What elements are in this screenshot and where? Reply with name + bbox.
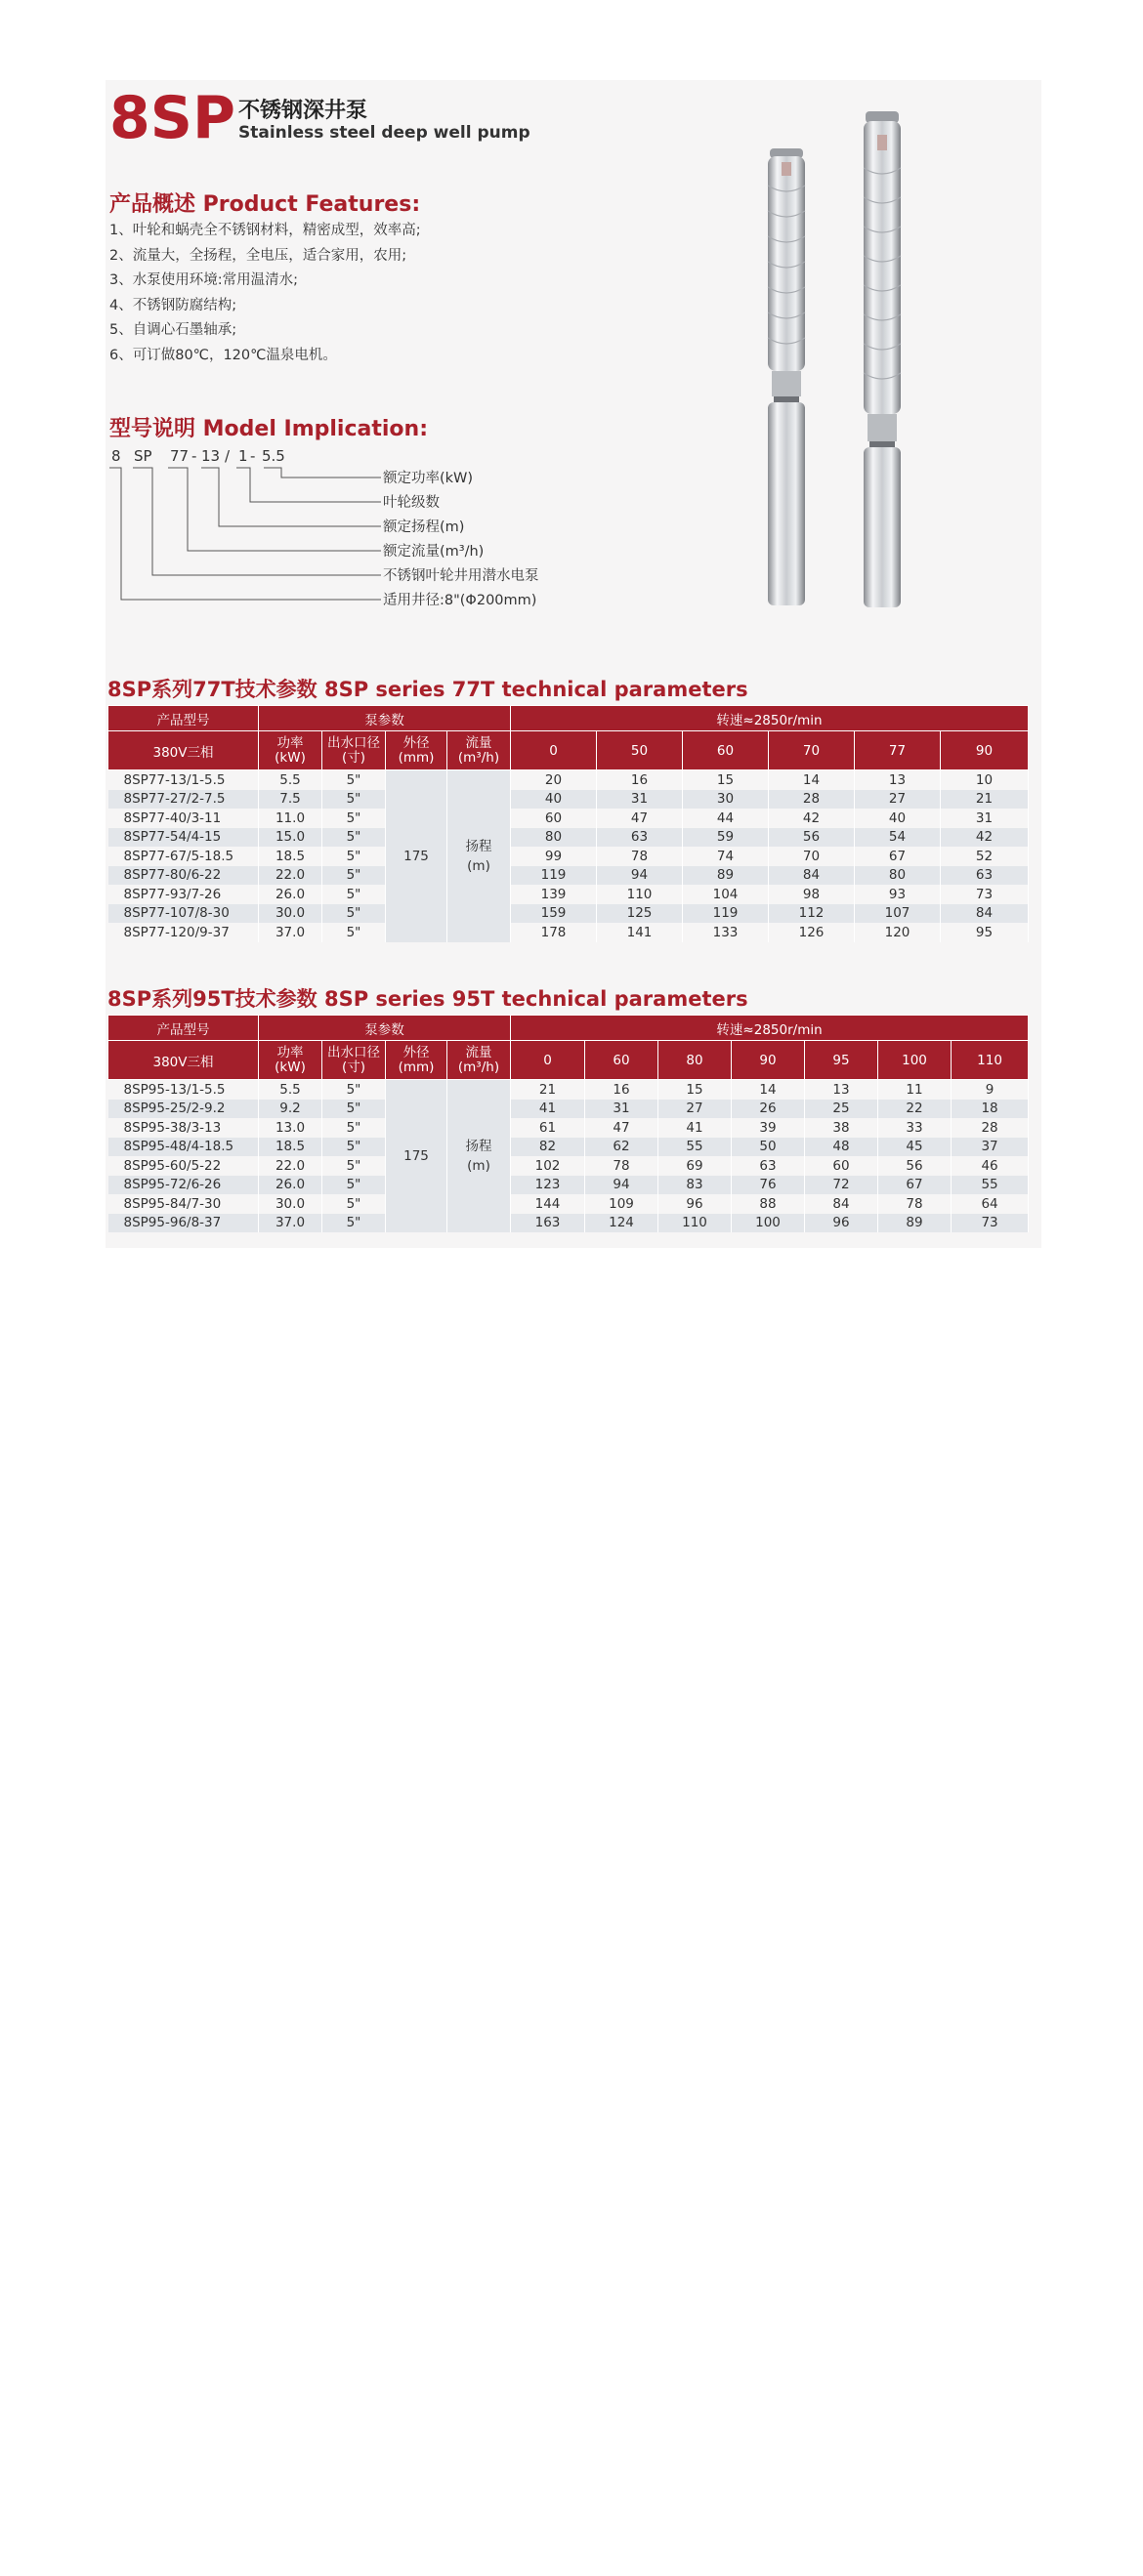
- table-row: [108, 770, 1029, 790]
- flow-value: 110: [952, 1041, 1029, 1080]
- head-value-cell: 109: [585, 1194, 658, 1214]
- power-cell: 7.5: [259, 790, 322, 810]
- head-value-cell: 73: [952, 1214, 1029, 1233]
- head-value-cell: 56: [769, 828, 855, 848]
- table-row: [108, 1156, 1029, 1176]
- head-value-cell: 13: [855, 770, 941, 790]
- head-value-cell: 33: [878, 1118, 952, 1138]
- head-value-cell: 21: [511, 1080, 585, 1100]
- head-value-cell: 139: [511, 885, 597, 904]
- model-cell: 8SP77-120/9-37: [108, 923, 259, 942]
- head-value-cell: 159: [511, 904, 597, 924]
- head-value-cell: 31: [597, 790, 683, 810]
- header-phase: 380V三相: [108, 731, 259, 770]
- outlet-cell: 5": [322, 923, 386, 942]
- head-value-cell: 54: [855, 828, 941, 848]
- table77-title: 8SP系列77T技术参数 8SP series 77T technical parameters: [107, 678, 748, 701]
- head-value-cell: 60: [805, 1156, 878, 1176]
- model-desc-head: 额定扬程(m): [383, 519, 465, 535]
- header-flow: 流量 (m³/h): [447, 1041, 511, 1080]
- head-value-cell: 178: [511, 923, 597, 942]
- head-value-cell: 76: [732, 1176, 805, 1195]
- head-value-cell: 42: [769, 809, 855, 828]
- table-row: [108, 790, 1029, 810]
- header-pump-params: 泵参数: [259, 706, 511, 731]
- head-value-cell: 18: [952, 1100, 1029, 1119]
- head-value-cell: 59: [683, 828, 769, 848]
- flow-value: 60: [683, 731, 769, 770]
- table-row: [108, 885, 1029, 904]
- outlet-cell: 5": [322, 790, 386, 810]
- head-value-cell: 41: [511, 1100, 585, 1119]
- pump-image-short: [752, 137, 821, 615]
- head-value-cell: 98: [769, 885, 855, 904]
- outlet-cell: 5": [322, 828, 386, 848]
- head-value-cell: 42: [941, 828, 1029, 848]
- table-row: [108, 1194, 1029, 1214]
- head-value-cell: 74: [683, 847, 769, 866]
- header-outlet: 出水口径 (寸): [322, 731, 386, 770]
- head-value-cell: 11: [878, 1080, 952, 1100]
- header-power: 功率 (kW): [259, 1041, 322, 1080]
- outlet-cell: 5": [322, 809, 386, 828]
- header-power: 功率 (kW): [259, 731, 322, 770]
- header-outlet: 出水口径 (寸): [322, 1041, 386, 1080]
- outlet-cell: 5": [322, 1080, 386, 1100]
- head-value-cell: 83: [658, 1176, 732, 1195]
- features-title: 产品概述 Product Features:: [109, 192, 421, 217]
- head-value-cell: 120: [855, 923, 941, 942]
- model-cell: 8SP95-25/2-9.2: [108, 1100, 259, 1119]
- head-value-cell: 102: [511, 1156, 585, 1176]
- table-row: [108, 1138, 1029, 1157]
- outlet-cell: 5": [322, 1118, 386, 1138]
- head-value-cell: 107: [855, 904, 941, 924]
- feature-item: 4、不锈钢防腐结构;: [109, 297, 237, 313]
- head-value-cell: 15: [683, 770, 769, 790]
- head-value-cell: 89: [878, 1214, 952, 1233]
- head-value-cell: 80: [855, 866, 941, 886]
- feature-item: 3、水泵使用环境:常用温清水;: [109, 272, 298, 288]
- head-value-cell: 38: [805, 1118, 878, 1138]
- power-cell: 5.5: [259, 770, 322, 790]
- head-value-cell: 46: [952, 1156, 1029, 1176]
- model-code-part: -: [191, 447, 197, 465]
- flow-value: 95: [805, 1041, 878, 1080]
- head-value-cell: 93: [855, 885, 941, 904]
- head-value-cell: 48: [805, 1138, 878, 1157]
- header-od: 外径 (mm): [386, 731, 447, 770]
- model-cell: 8SP77-13/1-5.5: [108, 770, 259, 790]
- head-value-cell: 63: [597, 828, 683, 848]
- head-value-cell: 62: [585, 1138, 658, 1157]
- feature-item: 5、自调心石墨轴承;: [109, 322, 237, 338]
- outlet-cell: 5": [322, 1194, 386, 1214]
- head-value-cell: 16: [585, 1080, 658, 1100]
- header-flow: 流量 (m³/h): [447, 731, 511, 770]
- flow-value: 0: [511, 731, 597, 770]
- flow-value: 100: [878, 1041, 952, 1080]
- product-title-cn: 不锈钢深井泵: [238, 99, 368, 123]
- head-value-cell: 80: [511, 828, 597, 848]
- head-value-cell: 52: [941, 847, 1029, 866]
- head-value-cell: 95: [941, 923, 1029, 942]
- head-value-cell: 55: [658, 1138, 732, 1157]
- model-cell: 8SP77-107/8-30: [108, 904, 259, 924]
- outlet-cell: 5": [322, 847, 386, 866]
- head-value-cell: 60: [511, 809, 597, 828]
- power-cell: 13.0: [259, 1118, 322, 1138]
- flow-value: 0: [511, 1041, 585, 1080]
- power-cell: 26.0: [259, 1176, 322, 1195]
- head-value-cell: 28: [952, 1118, 1029, 1138]
- od-cell: 175: [386, 1080, 447, 1233]
- head-value-cell: 28: [769, 790, 855, 810]
- head-value-cell: 94: [597, 866, 683, 886]
- power-cell: 26.0: [259, 885, 322, 904]
- head-value-cell: 50: [732, 1138, 805, 1157]
- head-value-cell: 27: [855, 790, 941, 810]
- head-value-cell: 99: [511, 847, 597, 866]
- head-value-cell: 72: [805, 1176, 878, 1195]
- head-value-cell: 163: [511, 1214, 585, 1233]
- model-code-part: 1: [238, 447, 248, 465]
- model-desc-flow: 额定流量(m³/h): [383, 544, 485, 560]
- head-value-cell: 31: [585, 1100, 658, 1119]
- table-row: [108, 847, 1029, 866]
- model-cell: 8SP77-54/4-15: [108, 828, 259, 848]
- head-value-cell: 45: [878, 1138, 952, 1157]
- head-value-cell: 104: [683, 885, 769, 904]
- outlet-cell: 5": [322, 904, 386, 924]
- outlet-cell: 5": [322, 866, 386, 886]
- power-cell: 11.0: [259, 809, 322, 828]
- head-value-cell: 144: [511, 1194, 585, 1214]
- head-value-cell: 22: [878, 1100, 952, 1119]
- head-value-cell: 119: [683, 904, 769, 924]
- feature-item: 6、可订做80℃，120℃温泉电机。: [109, 347, 337, 363]
- head-value-cell: 96: [658, 1194, 732, 1214]
- table-row: [108, 904, 1029, 924]
- head-value-cell: 70: [769, 847, 855, 866]
- power-cell: 9.2: [259, 1100, 322, 1119]
- product-title-en: Stainless steel deep well pump: [238, 123, 530, 143]
- header-pump-params: 泵参数: [259, 1016, 511, 1041]
- model-cell: 8SP77-27/2-7.5: [108, 790, 259, 810]
- model-code-part: /: [225, 447, 231, 465]
- table-row: [108, 1118, 1029, 1138]
- head-value-cell: 16: [597, 770, 683, 790]
- head-value-cell: 37: [952, 1138, 1029, 1157]
- head-value-cell: 126: [769, 923, 855, 942]
- outlet-cell: 5": [322, 885, 386, 904]
- head-value-cell: 14: [769, 770, 855, 790]
- head-value-cell: 31: [941, 809, 1029, 828]
- head-value-cell: 63: [732, 1156, 805, 1176]
- power-cell: 18.5: [259, 1138, 322, 1157]
- outlet-cell: 5": [322, 1176, 386, 1195]
- head-value-cell: 10: [941, 770, 1029, 790]
- head-label-cell: 扬程 (m): [447, 770, 511, 942]
- head-label-cell: 扬程 (m): [447, 1080, 511, 1233]
- head-value-cell: 55: [952, 1176, 1029, 1195]
- power-cell: 15.0: [259, 828, 322, 848]
- model-desc-stages: 叶轮级数: [383, 495, 440, 511]
- table-row: [108, 809, 1029, 828]
- head-value-cell: 47: [597, 809, 683, 828]
- head-value-cell: 78: [878, 1194, 952, 1214]
- table-row: [108, 923, 1029, 942]
- outlet-cell: 5": [322, 1214, 386, 1233]
- model-cell: 8SP77-40/3-11: [108, 809, 259, 828]
- head-value-cell: 67: [878, 1176, 952, 1195]
- head-value-cell: 125: [597, 904, 683, 924]
- head-value-cell: 64: [952, 1194, 1029, 1214]
- power-cell: 22.0: [259, 1156, 322, 1176]
- model-cell: 8SP95-60/5-22: [108, 1156, 259, 1176]
- head-value-cell: 100: [732, 1214, 805, 1233]
- model-title: 型号说明 Model Implication:: [109, 417, 428, 441]
- product-code: 8SP: [109, 84, 235, 152]
- head-value-cell: 39: [732, 1118, 805, 1138]
- head-value-cell: 44: [683, 809, 769, 828]
- model-desc-well: 适用井径:8"(Φ200mm): [383, 593, 537, 608]
- head-value-cell: 63: [941, 866, 1029, 886]
- pump-image-long: [848, 105, 916, 615]
- header-phase: 380V三相: [108, 1041, 259, 1080]
- head-value-cell: 84: [769, 866, 855, 886]
- header-speed: 转速≈2850r/min: [511, 1016, 1029, 1041]
- head-value-cell: 20: [511, 770, 597, 790]
- feature-item: 2、流量大，全扬程，全电压，适合家用，农用;: [109, 247, 407, 264]
- model-code-part: SP: [134, 447, 152, 465]
- power-cell: 30.0: [259, 904, 322, 924]
- head-value-cell: 73: [941, 885, 1029, 904]
- flow-value: 60: [585, 1041, 658, 1080]
- flow-value: 77: [855, 731, 941, 770]
- head-value-cell: 124: [585, 1214, 658, 1233]
- od-cell: 175: [386, 770, 447, 942]
- head-value-cell: 96: [805, 1214, 878, 1233]
- flow-value: 90: [732, 1041, 805, 1080]
- power-cell: 30.0: [259, 1194, 322, 1214]
- head-value-cell: 27: [658, 1100, 732, 1119]
- model-desc-pump-type: 不锈钢叶轮井用潜水电泵: [383, 568, 539, 584]
- model-code-part: 5.5: [262, 447, 285, 465]
- head-value-cell: 26: [732, 1100, 805, 1119]
- head-value-cell: 78: [597, 847, 683, 866]
- feature-item: 1、叶轮和蜗壳全不锈钢材料，精密成型，效率高;: [109, 223, 421, 238]
- table-row: [108, 1080, 1029, 1100]
- head-value-cell: 84: [941, 904, 1029, 924]
- head-value-cell: 84: [805, 1194, 878, 1214]
- head-value-cell: 67: [855, 847, 941, 866]
- model-code-part: 13: [201, 447, 221, 465]
- header-model: 产品型号: [108, 706, 259, 731]
- table77: [107, 705, 1029, 942]
- head-value-cell: 94: [585, 1176, 658, 1195]
- table-row: [108, 1100, 1029, 1119]
- model-code-part: 8: [111, 447, 121, 465]
- head-value-cell: 21: [941, 790, 1029, 810]
- head-value-cell: 123: [511, 1176, 585, 1195]
- header-speed: 转速≈2850r/min: [511, 706, 1029, 731]
- model-cell: 8SP95-48/4-18.5: [108, 1138, 259, 1157]
- outlet-cell: 5": [322, 1156, 386, 1176]
- model-cell: 8SP95-72/6-26: [108, 1176, 259, 1195]
- head-value-cell: 110: [597, 885, 683, 904]
- outlet-cell: 5": [322, 1100, 386, 1119]
- head-value-cell: 47: [585, 1118, 658, 1138]
- head-value-cell: 56: [878, 1156, 952, 1176]
- table95-title: 8SP系列95T技术参数 8SP series 95T technical parameters: [107, 987, 748, 1011]
- model-cell: 8SP95-38/3-13: [108, 1118, 259, 1138]
- power-cell: 22.0: [259, 866, 322, 886]
- power-cell: 37.0: [259, 923, 322, 942]
- head-value-cell: 40: [511, 790, 597, 810]
- table-row: [108, 1214, 1029, 1233]
- head-value-cell: 112: [769, 904, 855, 924]
- head-value-cell: 89: [683, 866, 769, 886]
- table-row: [108, 1176, 1029, 1195]
- head-value-cell: 78: [585, 1156, 658, 1176]
- head-value-cell: 41: [658, 1118, 732, 1138]
- head-value-cell: 133: [683, 923, 769, 942]
- flow-value: 50: [597, 731, 683, 770]
- head-value-cell: 9: [952, 1080, 1029, 1100]
- head-value-cell: 14: [732, 1080, 805, 1100]
- head-value-cell: 88: [732, 1194, 805, 1214]
- table95: [107, 1015, 1029, 1232]
- flow-value: 70: [769, 731, 855, 770]
- flow-value: 80: [658, 1041, 732, 1080]
- head-value-cell: 15: [658, 1080, 732, 1100]
- head-value-cell: 82: [511, 1138, 585, 1157]
- head-value-cell: 69: [658, 1156, 732, 1176]
- head-value-cell: 30: [683, 790, 769, 810]
- model-cell: 8SP95-13/1-5.5: [108, 1080, 259, 1100]
- model-code-part: -: [250, 447, 256, 465]
- table-row: [108, 866, 1029, 886]
- power-cell: 37.0: [259, 1214, 322, 1233]
- model-desc-power: 额定功率(kW): [383, 471, 474, 486]
- power-cell: 18.5: [259, 847, 322, 866]
- head-value-cell: 141: [597, 923, 683, 942]
- header-model: 产品型号: [108, 1016, 259, 1041]
- head-value-cell: 110: [658, 1214, 732, 1233]
- table-row: [108, 828, 1029, 848]
- model-cell: 8SP77-67/5-18.5: [108, 847, 259, 866]
- model-cell: 8SP95-96/8-37: [108, 1214, 259, 1233]
- model-cell: 8SP77-93/7-26: [108, 885, 259, 904]
- outlet-cell: 5": [322, 1138, 386, 1157]
- model-cell: 8SP95-84/7-30: [108, 1194, 259, 1214]
- flow-value: 90: [941, 731, 1029, 770]
- power-cell: 5.5: [259, 1080, 322, 1100]
- head-value-cell: 40: [855, 809, 941, 828]
- head-value-cell: 25: [805, 1100, 878, 1119]
- head-value-cell: 13: [805, 1080, 878, 1100]
- header-od: 外径 (mm): [386, 1041, 447, 1080]
- model-cell: 8SP77-80/6-22: [108, 866, 259, 886]
- head-value-cell: 61: [511, 1118, 585, 1138]
- outlet-cell: 5": [322, 770, 386, 790]
- head-value-cell: 119: [511, 866, 597, 886]
- model-code-part: 77: [170, 447, 190, 465]
- model-leader-lines: [0, 0, 1143, 625]
